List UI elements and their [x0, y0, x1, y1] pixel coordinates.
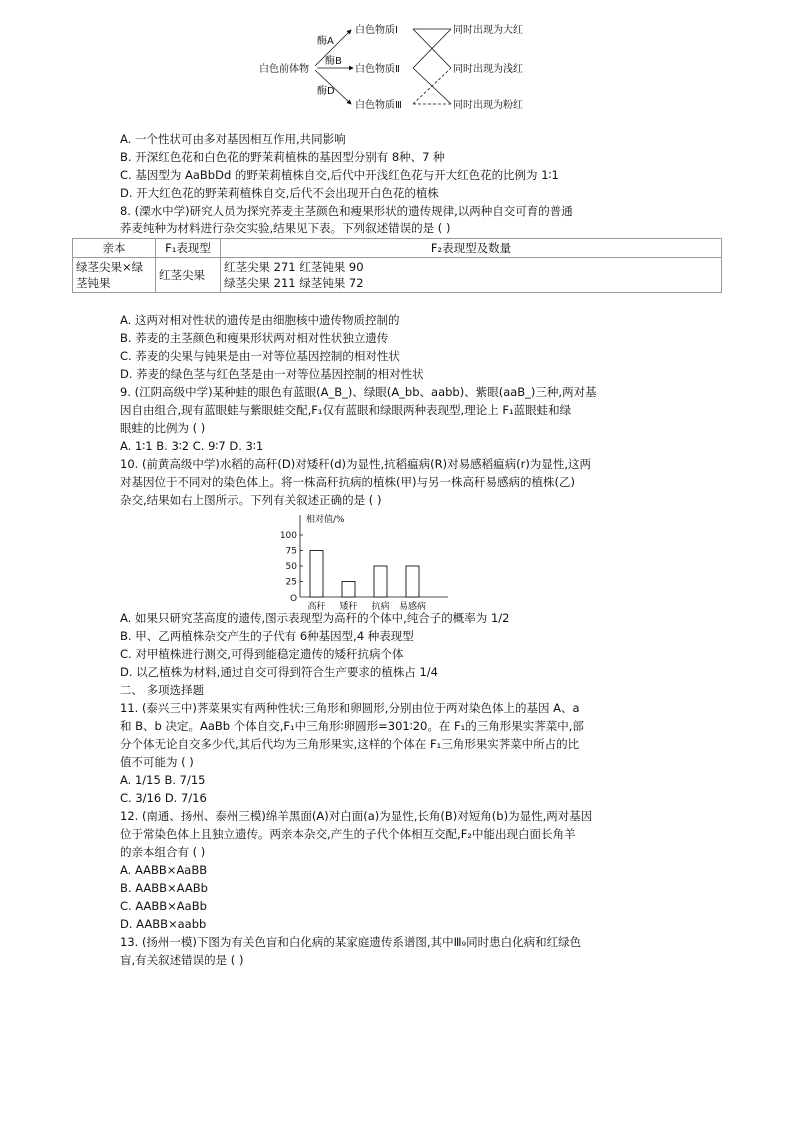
q12-option-a: A. AABB×AaBB — [120, 863, 208, 877]
bar-4 — [406, 566, 419, 597]
table-row — [73, 258, 722, 293]
table-header-parent: 亲本 — [73, 239, 156, 258]
x-category-label: 高秆 — [307, 602, 326, 612]
chart-ylabel: 相对值/% — [306, 515, 345, 525]
q11-stem-line-4: 值不可能为 ( ) — [120, 755, 194, 769]
q12-option-d: D. AABB×aabb — [120, 917, 207, 931]
q13-stem-line-1: 13. (扬州一模)下图为有关色盲和白化病的某家庭遗传系谱图,其中Ⅲ₉同时患白化病和红绿色 — [120, 935, 582, 949]
table-cell-f1: 红茎尖果 — [156, 258, 221, 293]
q9-stem-line-3: 眼蛙的比例为 ( ) — [120, 421, 206, 435]
q10-option-b: B. 甲、乙两植株杂交产生的子代有 6种基因型,4 种表现型 — [120, 629, 414, 643]
bar-1 — [310, 551, 323, 598]
table-header-row — [73, 239, 722, 258]
q7-option-b: B. 开深红色花和白色花的野茉莉植株的基因型分别有 8种、7 种 — [120, 150, 445, 164]
q7-option-d: D. 开大红色花的野茉莉植株自交,后代不会出现开白色花的植株 — [120, 186, 439, 200]
q11-stem-line-3: 分个体无论自交多少代,其后代均为三角形果实,这样的个体在 F₁三角形果实荠菜中所占的比 — [120, 737, 580, 751]
q11-stem-line-2: 和 B、b 决定。AaBb 个体自交,F₁中三角形∶卵圆形=301∶20。在 F₁的三角形果实荠菜中,部 — [120, 719, 584, 733]
q10-bar-chart — [279, 513, 452, 612]
q11-options-ab: A. 1/15 B. 7/15 — [120, 773, 206, 787]
enzyme-b-label: 酶B — [325, 56, 342, 67]
y-tick-label: 25 — [285, 577, 297, 588]
q12-option-c: C. AABB×AaBb — [120, 899, 207, 913]
q8-stem-line-1: 8. (溧水中学)研究人员为探究荞麦主茎颜色和瘦果形状的遗传规律,以两种自交可育的普通 — [120, 204, 573, 218]
table-header-f2: F₂表现型及数量 — [221, 239, 722, 258]
chart-origin-label: O — [290, 594, 298, 604]
q7-option-c: C. 基因型为 AaBbDd 的野茉莉植株自交,后代中开浅红色花与开大红色花的比例为 1∶1 — [120, 168, 559, 182]
substance-1-label: 白色物质Ⅰ — [355, 25, 398, 36]
q10-option-c: C. 对甲植株进行测交,可得到能稳定遗传的矮秆抗病个体 — [120, 647, 404, 661]
y-tick-label: 75 — [285, 546, 297, 557]
section-heading: 二、 多项选择题 — [120, 683, 205, 697]
table-header-f1: F₁表现型 — [156, 239, 221, 258]
substance-3-label: 白色物质Ⅲ — [355, 100, 402, 111]
q13-stem-line-2: 盲,有关叙述错误的是 ( ) — [120, 953, 244, 967]
q9-options: A. 1∶1 B. 3∶2 C. 9∶7 D. 3∶1 — [120, 439, 264, 453]
q8-stem-line-2: 荞麦纯种为材料进行杂交实验,结果见下表。下列叙述错误的是 ( ) — [120, 221, 451, 235]
q8-option-c: C. 荞麦的尖果与钝果是由一对等位基因控制的相对性状 — [120, 349, 400, 363]
q9-stem-line-1: 9. (江阴高级中学)某种蛙的眼色有蓝眼(A_B_)、绿眼(A_bb、aabb)、紫眼(aaB_)三种,两对基 — [120, 385, 597, 399]
y-tick-label: 50 — [285, 562, 297, 572]
table-cell-f2: 红茎尖果 271 红茎钝果 90 绿茎尖果 211 绿茎钝果 72 — [221, 258, 722, 293]
q8-cross-table — [72, 238, 722, 293]
substance-2-label: 白色物质Ⅱ — [355, 64, 400, 75]
q9-stem-line-2: 因自由组合,现有蓝眼蛙与紫眼蛙交配,F₁仅有蓝眼和绿眼两种表现型,理论上 F₁蓝眼蛙和绿 — [120, 403, 572, 417]
enzyme-d-label: 酶D — [317, 86, 335, 97]
bar-3 — [374, 566, 387, 597]
q10-stem-line-3: 杂交,结果如右上图所示。下列有关叙述正确的是 ( ) — [120, 493, 382, 507]
q8-option-d: D. 荞麦的绿色茎与红色茎是由一对等位基因控制的相对性状 — [120, 367, 424, 381]
q10-stem-line-2: 对基因位于不同对的染色体上。将一株高秆抗病的植株(甲)与另一株高秆易感病的植株(乙) — [120, 475, 575, 489]
bar-2 — [342, 582, 355, 598]
q10-option-a: A. 如果只研究茎高度的遗传,图示表现型为高秆的个体中,纯合子的概率为 1/2 — [120, 611, 510, 625]
precursor-label: 白色前体物 — [259, 64, 309, 75]
y-tick-label: 100 — [279, 531, 297, 541]
outcome-3-label: 同时出现为粉红 — [453, 100, 523, 111]
q12-option-b: B. AABB×AABb — [120, 881, 208, 895]
outcome-1-label: 同时出现为大红 — [453, 25, 523, 36]
q8-option-b: B. 荞麦的主茎颜色和瘦果形状两对相对性状独立遗传 — [120, 331, 389, 345]
x-category-label: 抗病 — [371, 602, 390, 612]
x-category-label: 矮秆 — [339, 602, 358, 612]
q8-option-a: A. 这两对相对性状的遗传是由细胞核中遗传物质控制的 — [120, 313, 400, 327]
q11-stem-line-1: 11. (泰兴三中)荠菜果实有两种性状:三角形和卵圆形,分别由位于两对染色体上的基因 A、a — [120, 701, 580, 715]
q12-stem-line-1: 12. (南通、扬州、泰州三模)绵羊黑面(A)对白面(a)为显性,长角(B)对短角(b)为显性,两对基因 — [120, 809, 593, 823]
q12-stem-line-3: 的亲本组合有 ( ) — [120, 845, 206, 859]
x-category-label: 易感病 — [398, 602, 427, 612]
flower-color-pathway-diagram — [255, 14, 555, 116]
enzyme-a-label: 酶A — [317, 36, 334, 47]
table-cell-parent: 绿茎尖果×绿 茎钝果 — [73, 258, 156, 293]
outcome-2-label: 同时出现为浅红 — [453, 64, 523, 75]
q10-option-d: D. 以乙植株为材料,通过自交可得到符合生产要求的植株占 1/4 — [120, 665, 438, 679]
q11-options-cd: C. 3/16 D. 7/16 — [120, 791, 207, 805]
q10-stem-line-1: 10. (前黄高级中学)水稻的高秆(D)对矮秆(d)为显性,抗稻瘟病(R)对易感稻瘟病(r)为显性,这两 — [120, 457, 591, 471]
q7-option-a: A. 一个性状可由多对基因相互作用,共同影响 — [120, 132, 346, 146]
q12-stem-line-2: 位于常染色体上且独立遗传。两亲本杂交,产生的子代个体相互交配,F₂中能出现白面长角羊 — [120, 827, 576, 841]
